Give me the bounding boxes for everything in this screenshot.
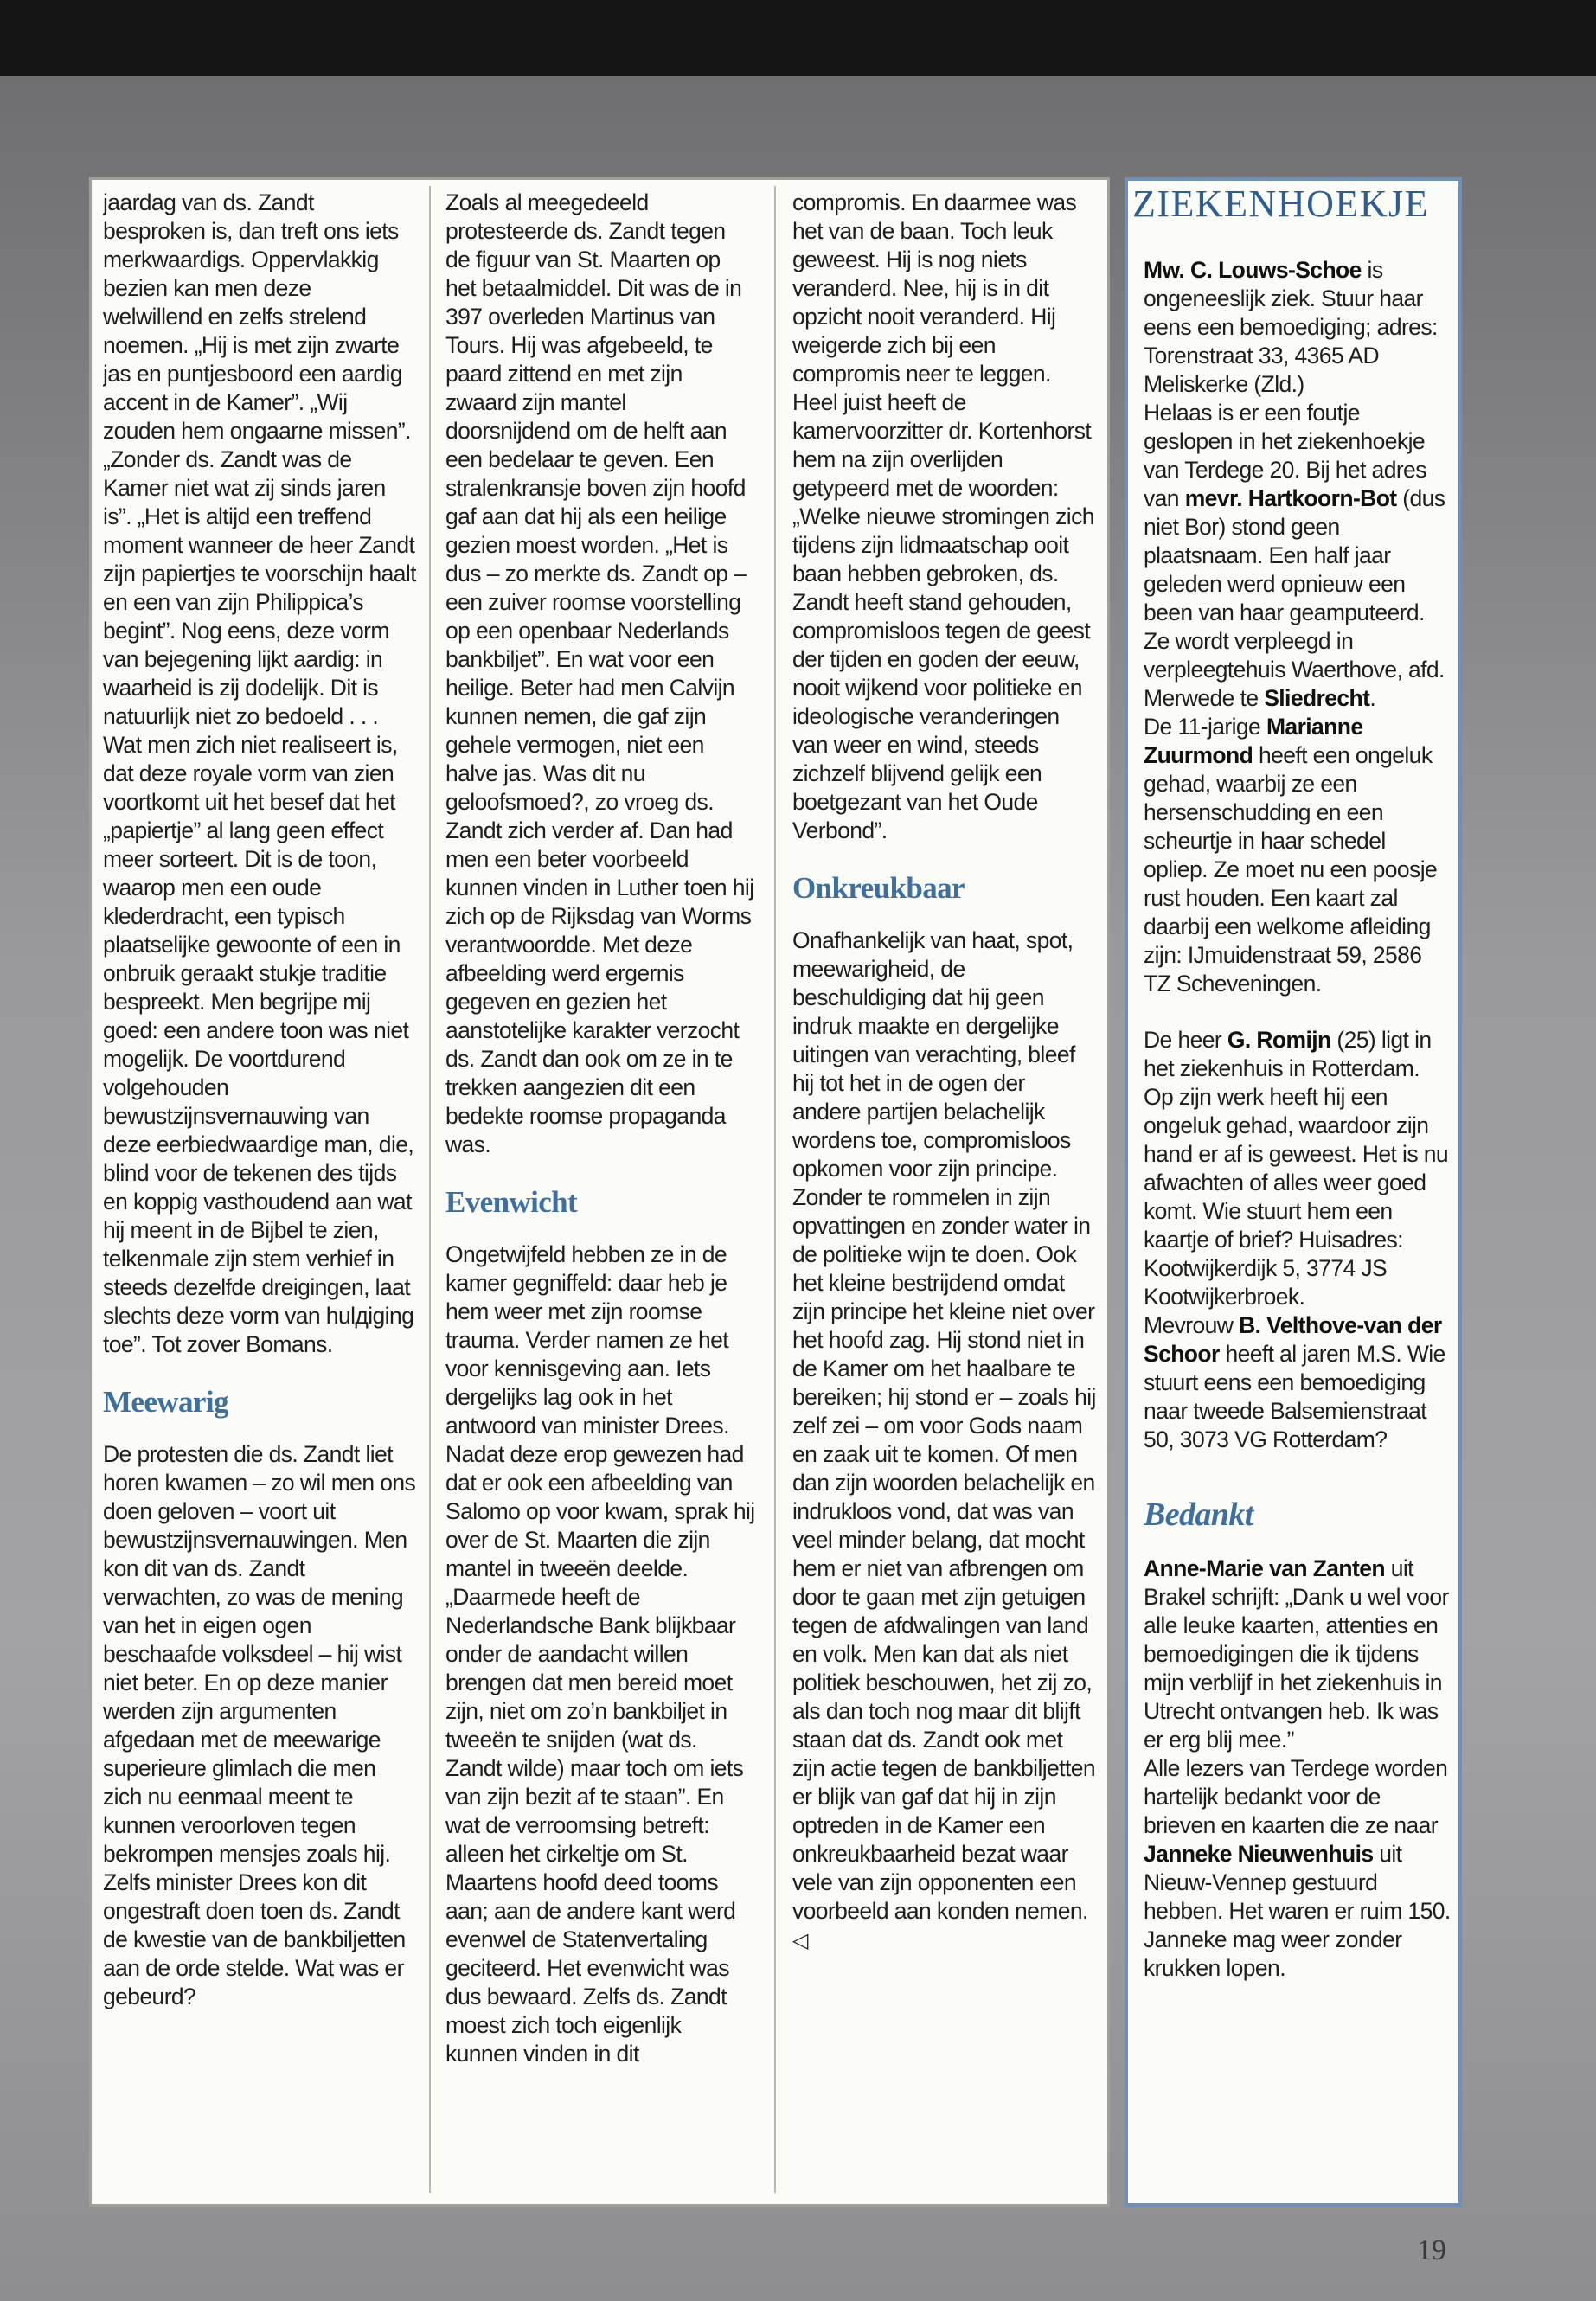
column-divider: [774, 186, 776, 2193]
notice-text: (dus niet Bor) stond geen plaatsnaam. Een half jaar geleden werd opnieuw een been van haar geamputeerd. Ze wordt verpleegd in verpleegtehuis Waerthove, afd. Merwede te: [1144, 485, 1445, 711]
sick-notice: [1144, 1311, 1452, 1454]
notice-text: De heer: [1144, 1027, 1227, 1053]
person-name: Anne-Marie van Zanten: [1144, 1555, 1385, 1581]
notice-text: uit Nieuw-Vennep gestuurd hebben. Het waren er ruim 150. Janneke mag weer zonder krukken lopen.: [1144, 1841, 1451, 1981]
notice-text: De 11-jarige: [1144, 714, 1266, 740]
correction-notice: Helaas is er een foutje geslopen in het ziekenhoekje van Terdege 20. Bij het adres van mevr. Hartkoorn-Bot (dus niet Bor) stond geen plaatsnaam. Een half jaar geleden werd opnieuw een been van haar geamputeerd. Ze wordt verpleegd in verpleegtehuis Waerthove, afd. Merwede te Sliedrecht.: [1144, 400, 1445, 711]
ziekenhoekje-title: ZIEKENHOEKJE: [1132, 183, 1430, 225]
article-paragraph: Zoals al meegedeeld protesteerde ds. Zandt tegen de figuur van St. Maarten op het betaalmiddel. Dit was de in 397 overleden Martinus van Tours. Hij was afgebeeld, te paard zittend en met zijn zwaard zijn mantel doorsnijdend om de helft aan een bedelaar te geven. Een stralenkransje boven zijn hoofd gaf aan dat hij als een heilige gezien moest worden. „Het is dus – zo merkte ds. Zandt op – een zuiver roomse voorstelling op een openbaar Nederlands bankbiljet”. En wat voor een heilige. Beter had men Calvijn kunnen nemen, die gaf zijn gehele vermogen, niet een halve jas. Was dit nu geloofsmoed?, zo vroeg ds. Zandt zich verder af. Dan had men een beter voorbeeld kunnen vinden in Luther toen hij zich op de Rijksdag van Worms verantwoordde. Met deze afbeelding werd ergernis gegeven en gezien het aanstotelijke karakter verzocht ds. Zandt dan ook om ze in te trekken aangezien dit een bedekte roomse propaganda was.: [445, 189, 754, 1157]
article-column-1: [103, 189, 416, 2195]
article-paragraph: Ongetwijfeld hebben ze in de kamer gegniffeld: daar heb je hem weer met zijn roomse trauma. Verder namen ze het voor kennisgeving aan. Iets dergelijks lag ook in het antwoord van minister Drees. Nadat deze erop gewezen had dat er ook een afbeelding van Salomo op voor kwam, sprak hij over de St. Maarten die zijn mantel in tweeën deelde. „Daarmede heeft de Nederlandsche Bank blijkbaar onder de aandacht willen brengen dat men bereid moet zijn, niet om zo’n bankbiljet in tweeën te snijden (wat ds. Zandt wilde) maar toch om iets van zijn bezit af te staan”. En wat de verroomsing betreft: alleen het cirkeltje om St. Maartens hoofd deed tooms aan; aan de andere kant werd evenwel de Statenvertaling geciteerd. Het evenwicht was dus bewaard. Zelfs ds. Zandt moest zich toch eigenlijk kunnen vinden in dit: [445, 1241, 755, 2067]
subheading-evenwicht: Evenwicht: [445, 1185, 578, 1219]
notice-text: Helaas is er een foutje geslopen in het ziekenhoekje van Terdege 20. Bij het adres van: [1144, 400, 1426, 511]
article-paragraph: compromis. En daarmee was het van de baan. Toch leuk geweest. Hij is nog niets veranderd. Nee, hij is in dit opzicht nooit veranderd. Hij weigerde zich bij een compromis neer te leggen. Heel juist heeft de kamervoorzitter dr. Kortenhorst hem na zijn overlijden getypeerd met de woorden: „Welke nieuwe stromingen zich tijdens zijn lidmaatschap ooit baan hebben gebroken, ds. Zandt heeft stand gehouden, compromisloos tegen de geest der tijden en goden der eeuw, nooit wijkend voor politieke en ideologische veranderingen van weer en wind, steeds zichzelf blijvend gelijk een boetgezant van het Oude Verbond”.: [792, 189, 1094, 843]
subheading-onkreukbaar: Onkreukbaar: [792, 871, 965, 905]
thanks-notice: [1144, 1754, 1452, 1983]
column-divider: [429, 186, 431, 2193]
place-name: Sliedrecht: [1264, 685, 1370, 711]
subheading-bedankt: Bedankt: [1144, 1497, 1253, 1533]
article-paragraph: [792, 926, 1099, 1955]
notice-text: heeft een ongeluk gehad, waarbij ze een hersenschudding en een scheurtje in haar schedel opliep. Ze moet nu een poosje rust houden. Een kaart zal daarbij een welkome afleiding zijn: IJmuidenstraat 59, 2586 TZ Scheveningen.: [1144, 742, 1438, 997]
person-name: Marianne Zuurmond: [1144, 714, 1363, 768]
sick-notice: [1144, 713, 1452, 998]
scan-top-band: [0, 0, 1596, 76]
article-paragraph: De protesten die ds. Zandt liet horen kwamen – zo wil men ons doen geloven – voort uit bewustzijnsvernauwingen. Men kon dit van ds. Zandt verwachten, zo was de mening van het in eigen ogen beschaafde volksdeel – hij wist niet beter. En op deze manier werden zijn argumenten afgedaan met de meewarige superieure glimlach die men zich nu eenmaal meent te kunnen veroorloven tegen bekrompen mensjes zoals hij. Zelfs minister Drees kon dit ongestraft doen toen ds. Zandt de kwestie van de bankbiljetten aan de orde stelde. Wat was er gebeurd?: [103, 1441, 416, 2009]
article-column-3: [792, 189, 1099, 2195]
subheading-meewarig: Meewarig: [103, 1385, 228, 1419]
person-name: G. Romijn: [1227, 1027, 1331, 1053]
person-name: mevr. Hartkoorn-Bot: [1184, 485, 1397, 511]
notice-text: heeft al jaren M.S. Wie stuurt eens een bemoediging naar tweede Balsemienstraat 50, 3073 VG Rotterdam?: [1144, 1341, 1445, 1452]
article-paragraph: jaardag van ds. Zandt besproken is, dan treft ons iets merkwaardigs. Oppervlakkig bezien kan men deze welwillend en zelfs strelend noemen. „Hij is met zijn zwarte jas en puntjesboord een aardig accent in de Kamer”. „Wij zouden hem ongaarne missen”. „Zonder ds. Zandt was de Kamer niet wat zij sinds jaren is”. „Het is altijd een treffend moment wanneer de heer Zandt zijn papiertjes te voorschijn haalt en een van zijn Philippica’s begint”. Nog eens, deze vorm van bejegening lijkt aardig: in waarheid is zij dodelijk. Dit is natuurlijk niet zo bedoeld . . . Wat men zich niet realiseert is, dat deze royale vorm van zien voortkomt uit het besef dat het „papiertje” al lang geen effect meer sorteert. Dit is de toon, waarop men een oude klederdracht, een typisch plaatselijke gewoonte of een in onbruik geraakt stukje traditie bespreekt. Men begrijpe mij goed: een andere toon was niet mogelijk. De voortdurend volgehouden bewustzijnsvernauwing van deze eerbiedwaardige man, die, blind voor de tekenen des tijds en koppig vasthoudend aan wat hij meent in de Bijbel te zien, telkenmale zijn stem verhief in steeds dezelfde dreigingen, laat slechts deze vorm van hulдiging toe”. Tot zover Bomans.: [103, 189, 416, 1357]
article-text: Onafhankelijk van haat, spot, meewarigheid, de beschuldiging dat hij geen indruk maakte en dergelijke uitingen van verachting, bleef hij tot het in de ogen der andere partijen belachelijk wordens toe, compromisloos opkomen voor zijn principe. Zonder te rommelen in zijn opvattingen en zonder water in de politieke wijn te doen. Ook het kleine bestrijdend omdat zijn principe het kleine niet over het hoofd zag. Hij stond niet in de Kamer om het haalbare te bereiken; hij stond er – zoals hij zelf zei – om voor Gods naam en zaak uit te komen. Of men dan zijn woorden belachelijk en indrukloos vond, dat was van veel minder belang, dat mocht hem er niet van afbrengen om door te gaan met zijn getuigen tegen de afdwalingen van land en volk. Men kan dat als niet politiek beschouwen, het zij zo, als dan toch nog maar dit blijft staan dat ds. Zandt ook met zijn actie tegen de bankbiljetten er blijk van gaf dat hij in zijn optreden in de Kamer een onkreukbaarheid bezat waar vele van zijn opponenten een voorbeeld aan konden nemen.: [792, 927, 1096, 1924]
person-name: Janneke Nieuwenhuis: [1144, 1841, 1374, 1867]
notice-text: Alle lezers van Terdege worden hartelijk bedankt voor de brieven en kaarten die ze naar: [1144, 1755, 1448, 1838]
article-column-2: [445, 189, 755, 2195]
person-name: Mw. C. Louws-Schoe: [1144, 257, 1362, 283]
ziekenhoekje-content: [1144, 256, 1452, 2194]
notice-text: uit Brakel schrijft: „Dank u wel voor alle leuke kaarten, attenties en bemoedigingen die ik tijdens mijn verblijf in het ziekenhuis in Utrecht ontvangen heb. Ik was er erg blij mee.”: [1144, 1555, 1449, 1753]
person-name: B. Velthove-van der Schoor: [1144, 1312, 1442, 1367]
notice-text: (25) ligt in het ziekenhuis in Rotterdam. Op zijn werk heeft hij een ongeluk gehad, waardoor zijn hand er af is geweest. Het is nu afwachten of alles weer goed komt. Wie stuurt hem een kaartje of brief? Huisadres: Kootwijkerdijk 5, 3774 JS Kootwijkerbroek.: [1144, 1027, 1449, 1310]
sick-notice: [1144, 256, 1452, 399]
end-mark-icon: ◁: [792, 1929, 808, 1952]
spacer: [1144, 998, 1452, 1026]
sick-notice: [1144, 1026, 1452, 1311]
page-number: 19: [1417, 2234, 1446, 2266]
notice-text: is ongeneeslijk ziek. Stuur haar eens een bemoediging; adres: Torenstraat 33, 4365 AD Meliskerke (Zld.): [1144, 257, 1438, 397]
thanks-notice: [1144, 1554, 1452, 1754]
notice-text: Mevrouw: [1144, 1312, 1240, 1338]
